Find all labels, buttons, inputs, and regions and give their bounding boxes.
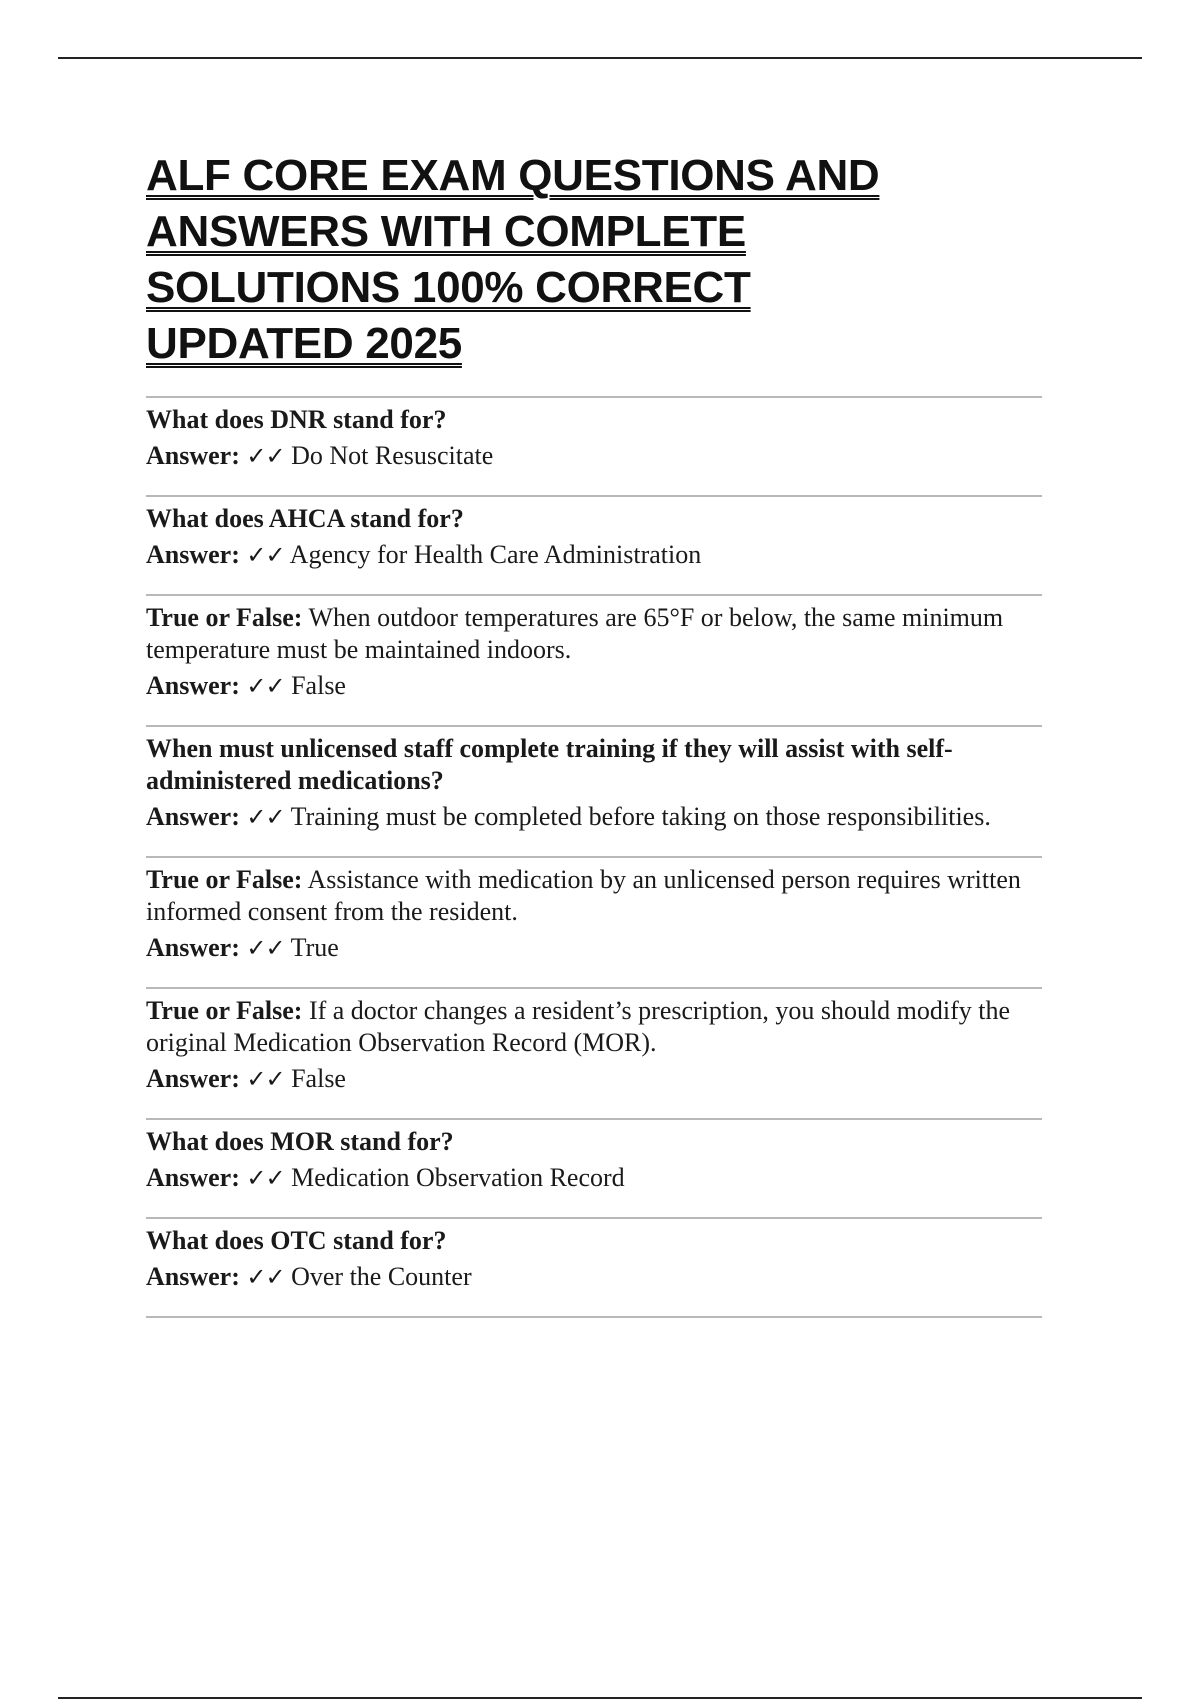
answer-text: True [290,933,339,962]
qa-item [146,1219,1042,1318]
question-lead: What does MOR stand for? [146,1127,454,1156]
question-text: Assistance with medication by an unlicensed person requires written informed consent from the resident. [146,865,1021,926]
question [146,995,1042,1059]
answer-label: Answer: [146,933,240,962]
double-check-icon: ✓✓ [246,672,285,700]
question [146,1225,1042,1257]
answer-label: Answer: [146,671,240,700]
answer [146,801,1042,833]
answer [146,670,1042,702]
qa-item [146,398,1042,497]
answer-label: Answer: [146,540,240,569]
answer-text: False [291,671,346,700]
answer-text: Training must be completed before taking on those responsibilities. [290,802,991,831]
qa-item [146,858,1042,989]
page-top-rule [58,57,1142,59]
question-lead: True or False: [146,603,303,632]
qa-item [146,727,1042,858]
answer-label: Answer: [146,802,240,831]
answer [146,1063,1042,1095]
answer [146,539,1042,571]
question [146,404,1042,436]
document-body [146,148,1042,1318]
question-text: If a doctor changes a resident’s prescription, you should modify the original Medication Observation Record (MOR). [146,996,1011,1057]
page-bottom-rule [58,1697,1142,1699]
qa-list [146,396,1042,1318]
qa-item [146,989,1042,1120]
question-lead: What does DNR stand for? [146,405,447,434]
answer-label: Answer: [146,441,240,470]
qa-item [146,497,1042,596]
answer-text: False [291,1064,346,1093]
answer [146,1261,1042,1293]
double-check-icon: ✓✓ [246,1164,285,1192]
answer-text: Medication Observation Record [291,1163,625,1192]
title-line: ANSWERS WITH COMPLETE [146,207,746,256]
double-check-icon: ✓✓ [246,1263,285,1291]
question [146,503,1042,535]
answer-text: Over the Counter [291,1262,472,1291]
answer-text: Do Not Resuscitate [291,441,494,470]
question-text: When outdoor temperatures are 65°F or below, the same minimum temperature must be maintained indoors. [146,603,1004,664]
question-lead: True or False: [146,865,303,894]
question-lead: When must unlicensed staff complete training if they will assist with self-administered medications? [146,734,953,795]
question [146,864,1042,928]
answer [146,932,1042,964]
question-lead: True or False: [146,996,303,1025]
question [146,733,1042,797]
double-check-icon: ✓✓ [246,803,285,831]
title-line: UPDATED 2025 [146,319,462,368]
title-line: SOLUTIONS 100% CORRECT [146,263,751,312]
answer [146,1162,1042,1194]
answer-label: Answer: [146,1163,240,1192]
double-check-icon: ✓✓ [246,541,285,569]
double-check-icon: ✓✓ [246,442,285,470]
double-check-icon: ✓✓ [246,934,285,962]
answer-label: Answer: [146,1064,240,1093]
answer-text: Agency for Health Care Administration [289,540,702,569]
answer [146,440,1042,472]
question-lead: What does OTC stand for? [146,1226,447,1255]
answer-label: Answer: [146,1262,240,1291]
document-title [146,148,1042,372]
question [146,1126,1042,1158]
title-line: ALF CORE EXAM QUESTIONS AND [146,151,880,200]
question-lead: What does AHCA stand for? [146,504,464,533]
question [146,602,1042,666]
qa-item [146,1120,1042,1219]
double-check-icon: ✓✓ [246,1065,285,1093]
qa-item [146,596,1042,727]
